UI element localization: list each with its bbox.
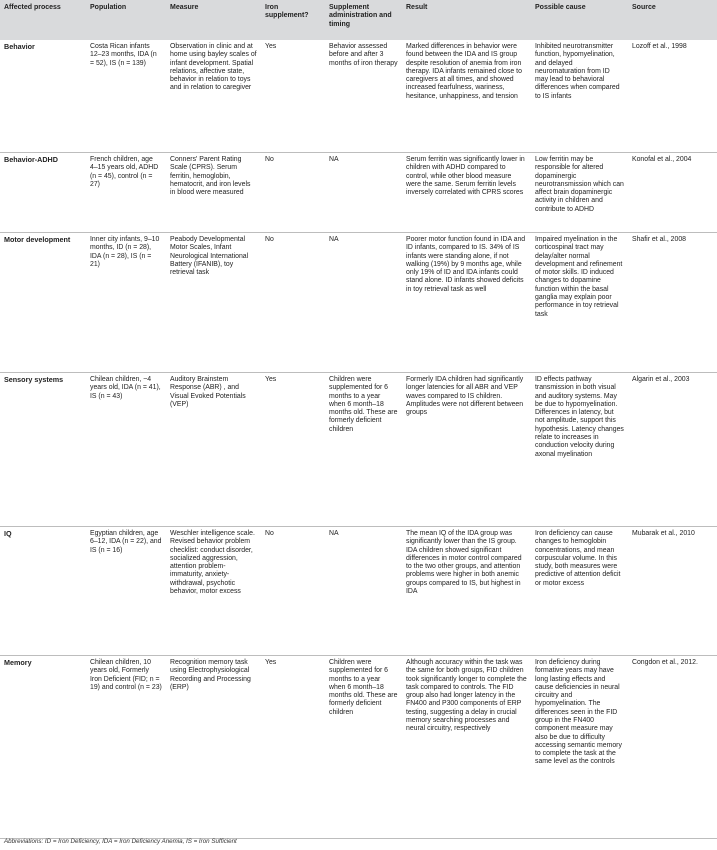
cell-result: Poorer motor function found in IDA and ID infants, compared to IS. 34% of IS infants were standing alone, if not walking (19%) by 9 months age, while only 19% of ID and IDA infants could stand alone. ID infants showed deficits in toy retrieval task as well [402,233,531,373]
cell-process: Behavior-ADHD [0,153,86,233]
cell-process: Motor development [0,233,86,373]
cell-timing: Children were supplemented for 6 months to a year when 6 month–18 months old. These are formerly deficient children [325,373,402,527]
table-row [0,40,717,153]
table-body [0,40,717,839]
cell-population: Costa Rican infants 12–23 months, IDA (n = 52), IS (n = 139) [86,40,166,153]
cell-measure: Recognition memory task using Electrophysiological Recording and Processing (ERP) [166,656,261,839]
cell-cause: Iron deficiency can cause changes to hemoglobin concentrations, and mean corpuscular volume. In this study, both measures were predictive of attention deficit or motor excess [531,527,628,656]
header-result: Result [402,0,531,40]
cell-population: Inner city infants, 9–10 months, ID (n = 28), IDA (n = 28), IS (n = 21) [86,233,166,373]
header-iron-supplement: Iron supplement? [261,0,325,40]
cell-measure: Observation in clinic and at home using bayley scales of infant development. Spatial relations, affective state, behavior in relation to toys and in relation to caregiver [166,40,261,153]
cell-cause: Inhibited neurotransmitter function, hypomyelination, and delayed neuromaturation from ID may lead to behavioral differences when compared to IS infants [531,40,628,153]
cell-timing: Behavior assessed before and after 3 months of iron therapy [325,40,402,153]
cell-iron: No [261,233,325,373]
cell-iron: No [261,153,325,233]
cell-result: Marked differences in behavior were found between the IDA and IS group despite resolution of anemia from iron therapy. IDA infants remained close to caregivers at all times, and showed increased fearfulness, wariness, hesitance, unhappiness, and tension [402,40,531,153]
header-population: Population [86,0,166,40]
cell-result: The mean IQ of the IDA group was significantly lower than the IS group. IDA children showed significant differences in motor control compared to the two other groups, and attention problems were higher in both anemic groups compared to IS, but highest in IDA [402,527,531,656]
cell-measure: Weschler intelligence scale. Revised behavior problem checklist: conduct disorder, socialized aggression, attention problem-immaturity, anxiety-withdrawal, psychotic behavior, motor excess [166,527,261,656]
cell-iron: No [261,527,325,656]
cell-cause: Low ferritin may be responsible for altered dopaminergic neurotransmission which can affect brain dopaminergic activity in children and contribute to ADHD [531,153,628,233]
header-supplement-timing: Supplement administration and timing [325,0,402,40]
cell-process: Behavior [0,40,86,153]
table-header [0,0,717,40]
cell-iron: Yes [261,656,325,839]
cell-process: IQ [0,527,86,656]
header-affected-process: Affected process [0,0,86,40]
cell-population: Chilean children, 10 years old, Formerly Iron Deficient (FID; n = 19) and control (n = 23) [86,656,166,839]
table-row [0,656,717,839]
table-row [0,233,717,373]
cell-measure: Peabody Developmental Motor Scales, Infant Neurological International Battery (IFANIB), toy retrieval task [166,233,261,373]
cell-source: Shafir et al., 2008 [628,233,717,373]
header-source: Source [628,0,717,40]
abbreviations-footnote: Abbreviations: ID = Iron Deficiency, IDA = Iron Deficiency Anemia, IS = Iron Sufficient [4,838,237,845]
cell-process: Sensory systems [0,373,86,527]
cell-iron: Yes [261,40,325,153]
cell-result: Formerly IDA children had significantly longer latencies for all ABR and VEP waves compared to IS children. Amplitudes were not different between groups [402,373,531,527]
cell-cause: ID effects pathway transmission in both visual and auditory systems. May be due to hypomyelination. Differences in latency, but not amplitude, support this hypothesis. Latency changes relate to increases in conduction velocity during axonal myelination [531,373,628,527]
cell-cause: Impaired myelination in the corticospinal tract may delay/alter normal development and refinement of motor skills. ID induced changes to dopamine function within the basal ganglia may explain poor performance in toy retrieval task [531,233,628,373]
cell-timing: NA [325,527,402,656]
table-row [0,527,717,656]
cell-timing: NA [325,233,402,373]
cell-source: Algarin et al., 2003 [628,373,717,527]
cell-source: Lozoff et al., 1998 [628,40,717,153]
cell-measure: Conners' Parent Rating Scale (CPRS). Serum ferritin, hemoglobin, hematocrit, and iron levels in blood were measured [166,153,261,233]
table-row [0,373,717,527]
cell-result: Although accuracy within the task was the same for both groups, FID children took significantly longer to complete the task compared to controls. The FID group also had longer latency in the FN400 and P300 components of ERP testing, suggesting a delay in crucial memory searching processes and neural circuitry, respectively [402,656,531,839]
cell-measure: Auditory Brainstem Response (ABR) , and Visual Evoked Potentials (VEP) [166,373,261,527]
cell-timing: NA [325,153,402,233]
cell-population: Egyptian children, age 6–12, IDA (n = 22), and IS (n = 16) [86,527,166,656]
header-possible-cause: Possible cause [531,0,628,40]
cell-population: Chilean children, ~4 years old, IDA (n = 41), IS (n = 43) [86,373,166,527]
cell-source: Congdon et al., 2012. [628,656,717,839]
cell-result: Serum ferritin was significantly lower in children with ADHD compared to control, while other blood measure were the same. Serum ferritin levels inversely correlated with CPRS scores [402,153,531,233]
header-measure: Measure [166,0,261,40]
cell-source: Konofal et al., 2004 [628,153,717,233]
cell-iron: Yes [261,373,325,527]
cell-timing: Children were supplemented for 6 months to a year when 6 month–18 months old. These are formerly deficient children [325,656,402,839]
cell-process: Memory [0,656,86,839]
cell-source: Mubarak et al., 2010 [628,527,717,656]
cell-cause: Iron deficiency during formative years may have long lasting effects and cause deficiencies in neural circuitry and hypomyelination. The differences seen in the FID group in the FN400 component measure may also be due to difficulty accessing semantic memory to complete the task at the same level as the controls [531,656,628,839]
table-row [0,153,717,233]
cell-population: French children, age 4–15 years old, ADHD (n = 45), control (n = 27) [86,153,166,233]
